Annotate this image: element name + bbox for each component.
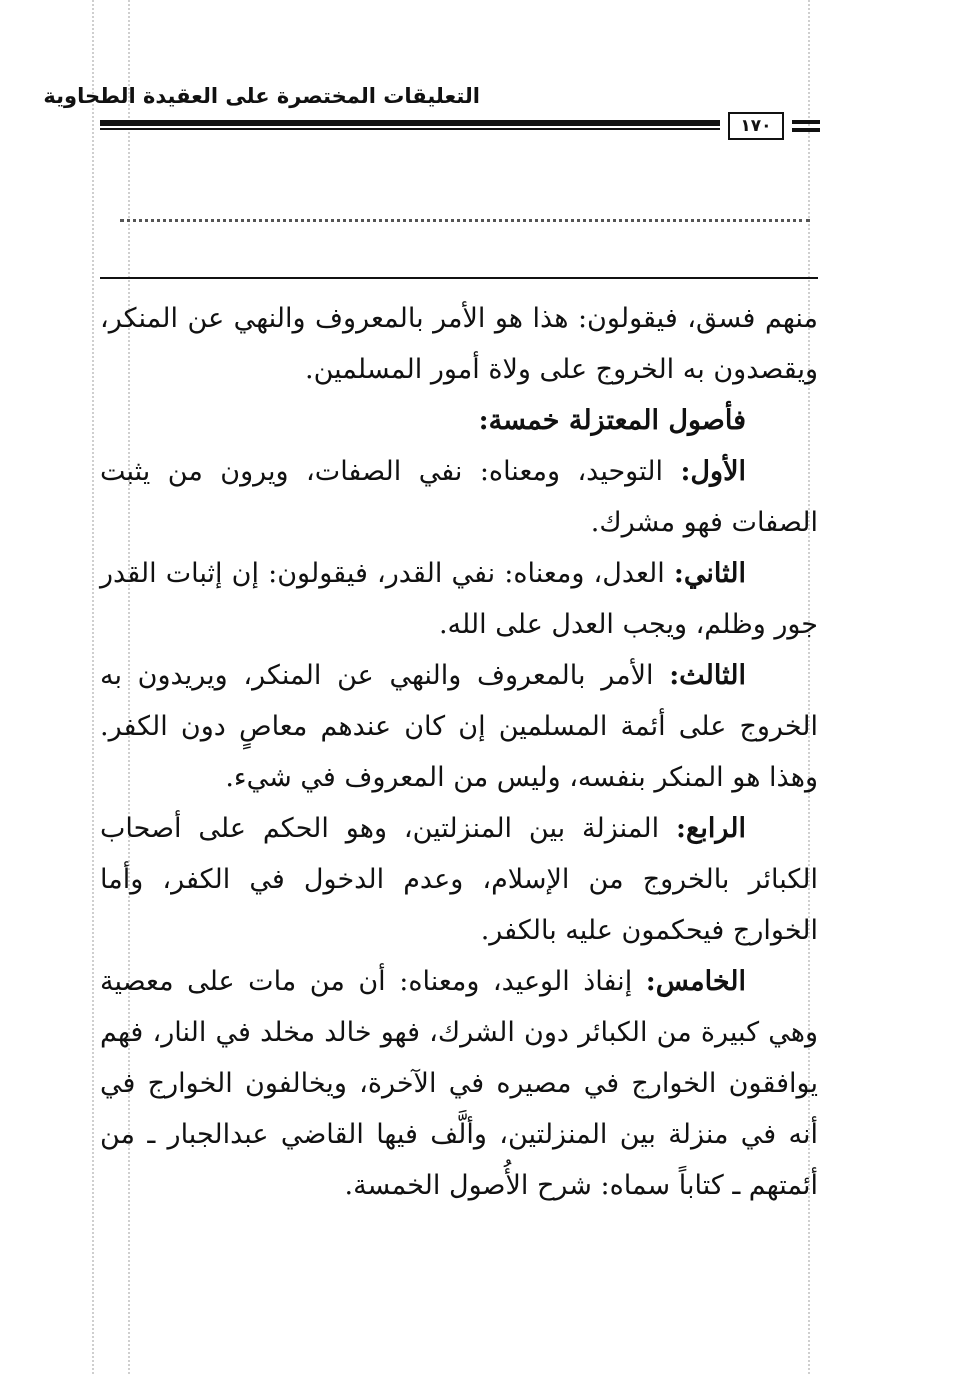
principle-paragraph-2: [100, 548, 818, 650]
principle-paragraph-3: [100, 650, 818, 803]
principle-label-1: الأول:: [680, 456, 746, 487]
principle-label-5: الخامس:: [645, 966, 746, 997]
dotted-separator: [120, 219, 810, 222]
principle-text-3: الأمر بالمعروف والنهي عن المنكر، ويريدون به الخروج على أئمة المسلمين إن كان عندهم معاصٍ دون الكفر. وهذا هو المنكر بنفسه، وليس من المعروف في شيء.: [100, 660, 818, 793]
header-rule-thin: [100, 128, 720, 130]
header-rule-thick: [100, 120, 720, 126]
principle-text-4: المنزلة بين المنزلتين، وهو الحكم على أصحاب الكبائر بالخروج من الإسلام، وعدم الدخول في الكفر، وأما الخوارج فيحكمون عليه بالكفر.: [100, 813, 818, 946]
section-rule: [100, 277, 818, 279]
principle-paragraph-4: [100, 803, 818, 956]
header-ornament-bottom: [792, 128, 820, 132]
principle-label-4: الرابع:: [676, 813, 746, 844]
page-number: ١٧٠: [728, 112, 784, 140]
principle-text-5: إنفاذ الوعيد، ومعناه: أن من مات على معصية وهي كبيرة من الكبائر دون الشرك، فهو خالد مخلد في النار، فهم يوافقون الخوارج في مصيره في الآخرة، ويخالفون الخوارج في أنه في منزلة بين المنزلتين، وألَّف فيها القاضي عبدالجبار ـ من أئمتهم ـ كتاباً سماه: شرح الأُصول الخمسة.: [100, 966, 818, 1201]
principle-text-2: العدل، ومعناه: نفي القدر، فيقولون: إن إثبات القدر جور وظلم، ويجب العدل على الله.: [100, 558, 818, 640]
body-text: [100, 293, 818, 1211]
principle-paragraph-5: [100, 956, 818, 1211]
intro-paragraph: منهم فسق، فيقولون: هذا هو الأمر بالمعروف والنهي عن المنكر، ويقصدون به الخروج على ولاة أمور المسلمين.: [100, 303, 818, 385]
principle-text-1: التوحيد، ومعناه: نفي الصفات، ويرون من يثبت الصفات فهو مشرك.: [100, 456, 818, 538]
principle-paragraph-1: [100, 446, 818, 548]
running-title: التعليقات المختصرة على العقيدة الطحاوية: [43, 84, 480, 108]
principle-label-3: الثالث:: [669, 660, 746, 691]
section-heading: فأصول المعتزلة خمسة:: [478, 405, 746, 436]
margin-guide-left: [92, 0, 94, 1374]
page-header: [43, 82, 822, 152]
header-ornament-top: [792, 120, 820, 124]
principle-label-2: الثاني:: [673, 558, 746, 589]
